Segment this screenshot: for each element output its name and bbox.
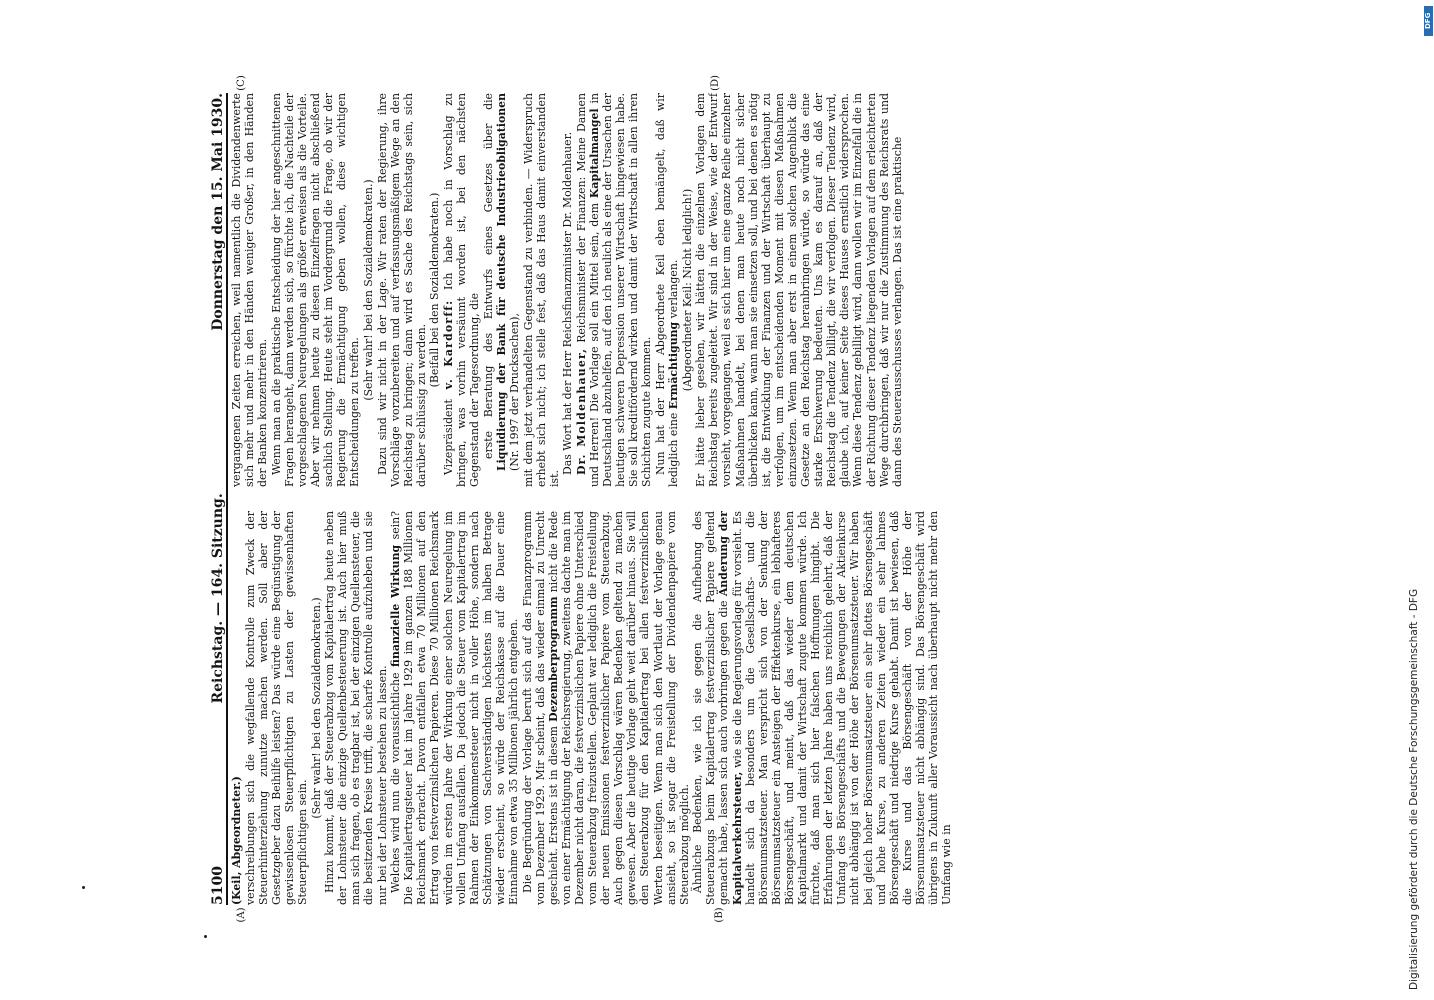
scan-speck bbox=[82, 886, 85, 889]
digitization-credit: Digitalisierung gefördert durch die Deutsche Forschungsgemeinschaft - DFG bbox=[1408, 588, 1420, 990]
paragraph: Dazu sind wir nicht in der Lage. Wir raten der Regierung, ihre Vorschläge vorzubereiten und auf verfassungsmäßigem Wege an den Reichstag zu bringen; dann wird es Sache des Reichstags sein, sich darüber schlüssig zu werden. bbox=[375, 93, 428, 487]
paragraph: vergangenen Zeiten erreichen, weil namentlich die Dividendenwerte sich mehr und mehr in den Händen weniger Großer, in den Händen der Banken konzentrieren. bbox=[230, 93, 270, 487]
paragraph: Hinzu kommt, daß der Steuerabzug vom Kapitalertrag heute neben der Lohnsteuer die einzige Quellenbesteuerung ist. Auch hier muß man sich fragen, ob es tragbar ist, bei der einzigen Quellensteuer, die die besitzenden Kreise trifft, die scharfe Kontrolle aufzuheben und sie nur bei der Lohnsteuer bestehen zu lassen. bbox=[323, 511, 389, 905]
margin-marker-c: (C) bbox=[236, 75, 247, 91]
paragraph: Das Wort hat der Herr Reichsfinanzminister Dr. Moldenhauer. bbox=[561, 131, 575, 475]
paragraph: Die Begründung der Vorlage beruft sich auf das Finanzprogramm vom Dezember 1929. Mir scheint, daß das wieder einmal zu Unrecht geschieht. Erstens ist in diesem Dezemberprogramm nicht die Rede von einer Ermächtigung der Reichsregierung, zweitens dachte man im Dezember nicht daran, die festverzinslichen Papiere ohne Unterschied vom Steuerabzug freizustellen. Geplant war lediglich die Freistellung der neuen Emissionen festverzinslicher Papiere vom Steuerabzug. Auch gegen diesen Vorschlag wären Bedenken geltend zu machen gewesen. Aber die heutige Vorlage geht weit darüber hinaus. Sie will den Steuerabzug für den Kapitalertrag bei allen festverzinslichen Werten beseitigen. Wenn man sich den Wortlaut der Vorlage genau ansieht, so ist sogar die Freistellung der Dividendenpapiere vom Steuerabzug möglich. bbox=[520, 511, 691, 905]
paragraph: Wenn man an die praktische Entscheidung der hier angeschnittenen Fragen herangeht, dann werden sich, so fürchte ich, die Nachteile der vorgeschlagenen Neuregelungen als größer erweisen als die Vorteile. Aber wir nehmen heute zu diesen Einzelfragen nicht abschließend sachlich Stellung. Heute steht im Vordergrund die Frage, ob wir der Regierung die Ermächtigung geben wollen, diese wichtigen Entscheidungen zu treffen. bbox=[269, 93, 362, 487]
speaker-continued: (Keil, Abgeordneter.) bbox=[230, 776, 243, 905]
paragraph: Ähnliche Bedenken, wie ich sie gegen die Aufhebung des Steuerabzugs beim Kapitalertrag festverzinslicher Papiere geltend gemacht habe, lassen sich auch vorbringen gegen die Änderung der Kapitalverkehrsteuer, wie sie die Regierungsvorlage für vorsieht. Es handelt sich da besonders um die Gesellschafts- und die Börsenumsatzsteuer. Man verspricht sich von der Senkung der Börsenumsatzsteuer ein Ansteigen der Effektenkurse, ein lebhafteres Börsengeschäft, und meint, daß das wieder dem deutschen Kapitalmarkt und damit der Wirtschaft zugute kommen würde. Ich fürchte, daß man sich hier falschen Hoffnungen hingibt. Die Erfahrungen der letzten Jahre haben uns reichlich gelehrt, daß der Umfang des Börsengeschäfts und die Bewegungen der Aktienkurse nicht abhängig ist von der Höhe der Börsenumsatzsteuer. Wir haben bei gleich hoher Börsenumsatzsteuer ein sehr flottes Börsengeschäft und hohe Kurse, zu anderen Zeiten wieder ein sehr lahmes Börsengeschäft und niedrige Kurse gehabt. Damit ist bewiesen, daß die Kurse und das Börsengeschäft von der Höhe der Börsenumsatzsteuer nicht abhängig sind. Das Börsengeschäft wird übrigens in Zukunft aller Voraussicht nach überhaupt nicht mehr den Umfang wie in bbox=[691, 511, 954, 905]
paragraph: Nun hat der Herr Abgeordnete Keil eben bemängelt, daß wir lediglich eine Ermächtigung verlangen. bbox=[654, 93, 681, 487]
page-header bbox=[204, 93, 226, 905]
dfg-logo: DFG bbox=[1424, 6, 1433, 36]
margin-marker-d: (D) bbox=[710, 75, 721, 91]
paragraph: verschreibungen sich die wegfallende Kontrolle zum Zweck der Steuerhinterziehung zunutze machen werden. Soll aber der Gesetzgeber dazu Beihilfe leisten? Das würde eine Begünstigung der gewissenlosen Steuerpflichtigen zu Lasten der gewissenhaften Steuerpflichtigen sein. bbox=[243, 511, 309, 905]
header-rule bbox=[226, 93, 228, 905]
margin-marker-b: (B) bbox=[714, 907, 725, 923]
interjection: (Abgeordneter Keil: Nicht lediglich!) bbox=[680, 188, 694, 392]
session-title: Reichstag. — 164. Sitzung. bbox=[210, 493, 226, 704]
page-number: 5100 bbox=[210, 866, 226, 905]
paragraph: mit dem jetzt verhandelten Gegenstand zu verbinden. — Widerspruch erhebt sich nicht; ich stelle fest, daß das Haus damit einverstanden ist. bbox=[521, 93, 561, 487]
session-date: Donnerstag den 15. Mai 1930. bbox=[210, 93, 226, 331]
agenda-item: erste Beratung des Entwurfs eines Gesetzes über die Liquidierung der Bank für deutsche Industrieobligationen (Nr. 1997 der Drucksachen), bbox=[481, 93, 521, 471]
interjection: (Sehr wahr! bei den Sozialdemokraten.) bbox=[309, 597, 323, 819]
margin-marker-a: (A) bbox=[236, 907, 247, 923]
paragraph: Vizepräsident v. Kardorff: Ich habe noch in Vorschlag zu bringen, was vorhin versäumt worden ist, bei den nächsten Gegenstand der Tagesordnung, die bbox=[442, 93, 482, 487]
paragraph: Er hätte lieber gesehen, wir hätten die einzelnen Vorlagen dem Reichstag bereits zugeleitet. Wir sind in der Weise, wie der Entwurf vorsieht, vorgegangen, weil es sich hier um eine ganze Reihe einzelner Maßnahmen handelt, bei denen man heute noch nicht sicher überblicken kann, wann man sie einsetzen soll, und bei denen es nötig ist, die Entwicklung der Finanzen und der Wirtschaft überhaupt zu verfolgen, um im entscheidenden Moment mit diesen Maßnahmen einzusetzen. Wenn man aber erst in einem solchen Augenblick die Gesetze an den Reichstag heranbringen würde, so würde das eine starke Erschwerung bedeuten. Uns kam es darauf an, daß der Reichstag die Tendenz billigt, die wir verfolgen. Dieser Tendenz wird, glaube ich, auf keiner Seite dieses Hauses ernstlich widersprochen. Wenn diese Tendenz gebilligt wird, dann wollen wir im Einzelfall die in der Richtung dieser Tendenz liegenden Vorlagen auf dem erleichterten Wege durchbringen, daß wir nur die Zustimmung des Reichsrats und dann des Steuerausschusses verlangen. Das ist eine praktische bbox=[694, 93, 904, 487]
paragraph: Welches wird nun die voraussichtliche finanzielle Wirkung sein? Die Kapitalertragsteuer hat im Jahre 1929 im ganzen 188 Millionen Reichsmark erbracht. Davon entfallen etwa 70 Millionen auf den Ertrag von festverzinslichen Papieren. Diese 70 Millionen Reichsmark würden im ersten Jahre der Wirkung einer solchen Neuregelung im vollen Umfang ausfallen. Da jedoch die Steuer vom Kapitalertrag im Rahmen der Einkommensteuer nicht in voller Höhe, sondern nach Schätzungen von Sachverständigen höchstens im halben Betrage wieder erscheint, so würde der Reichskasse auf die Dauer eine Einnahme von etwa 35 Millionen jährlich entgehen. bbox=[389, 511, 520, 905]
interjection: (Sehr wahr! bei den Sozialdemokraten.) bbox=[361, 179, 375, 401]
right-column bbox=[230, 93, 1038, 487]
scan-speck bbox=[204, 935, 207, 938]
left-column bbox=[230, 511, 1038, 905]
speech-start: Dr. Moldenhauer, Reichsminister der Finanzen: Meine Damen und Herren! Die Vorlage soll ein Mittel sein, dem Kapitalmangel in Deutschland abzuhelfen, auf den ich neulich als eine der Ursachen der heutigen schweren Depression unserer Wirtschaft hingewiesen habe. Sie soll kreditfördernd wirken und damit der Wirtschaft in allen ihren Schichten zugute kommen. bbox=[574, 93, 654, 487]
rotated-page bbox=[104, 0, 1104, 1000]
interjection: (Beifall bei den Sozialdemokraten.) bbox=[428, 192, 442, 388]
